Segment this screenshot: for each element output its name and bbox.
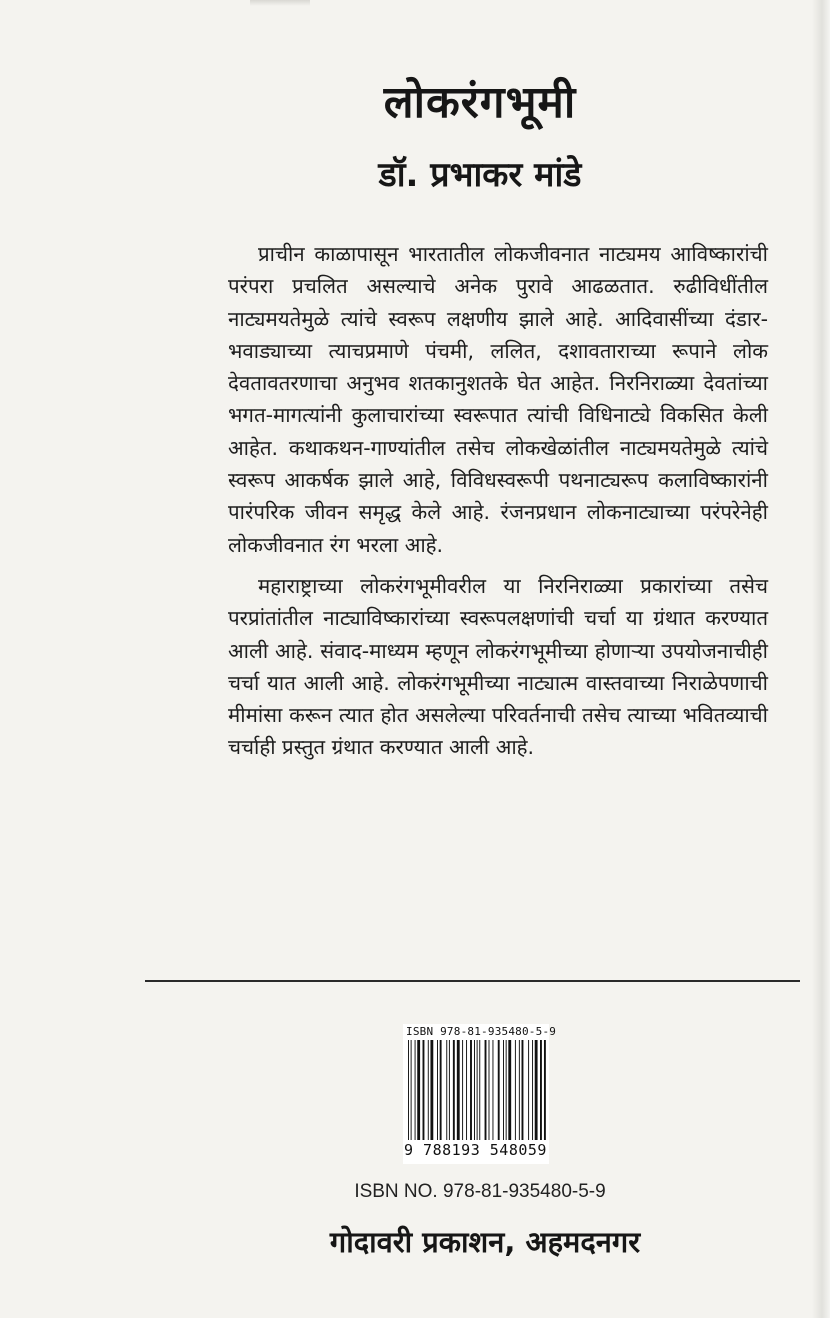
- barcode-bar: [430, 1040, 433, 1140]
- barcode-bar: [474, 1040, 475, 1140]
- barcode-bar: [428, 1040, 429, 1140]
- barcode-bar: [437, 1040, 438, 1140]
- barcode-bar: [522, 1040, 524, 1140]
- barcode-bar: [544, 1040, 546, 1140]
- barcode-bar: [535, 1040, 538, 1140]
- barcode-bar: [532, 1040, 533, 1140]
- barcode-bar: [449, 1040, 450, 1140]
- barcode-bar: [457, 1040, 460, 1140]
- barcode-bar: [417, 1040, 420, 1140]
- barcode-bar: [506, 1040, 507, 1140]
- barcode-bar: [411, 1040, 412, 1140]
- divider-rule: [145, 980, 800, 982]
- publisher-name: गोदावरी प्रकाशन, अहमदनगर: [329, 1225, 641, 1259]
- barcode-bar: [440, 1040, 442, 1140]
- barcode-bar: [508, 1040, 511, 1140]
- barcode-bar: [498, 1040, 500, 1140]
- barcode-bar: [462, 1040, 463, 1140]
- barcode-bar: [528, 1040, 529, 1140]
- barcode-bar: [470, 1040, 472, 1140]
- book-author: डॉ. प्रभाकर मांडे: [378, 155, 582, 195]
- book-title: लोकरंगभूमी: [383, 77, 577, 128]
- barcode-bar: [453, 1040, 455, 1140]
- barcode-digits: 9 788193 548059: [404, 1141, 547, 1159]
- blurb-paragraph: महाराष्ट्राच्या लोकरंगभूमीवरील या निरनिराळ्या प्रकारांच्या तसेच परप्रांतांतील नाट्याविष्कारांच्या स्वरूपलक्षणांची चर्चा या ग्रंथात करण्यात आली आहे. संवाद-माध्यम म्हणून लोकरंगभूमीच्या होणाऱ्या उपयोजनाचीही चर्चा यात आली आहे. लोकरंगभूमीच्या नाट्यात्म वास्तवाच्या निराळेपणाची मीमांसा करून त्यात होत असलेल्या परिवर्तनाची तसेच त्याच्या भवितव्याची चर्चाही प्रस्तुत ग्रंथात करण्यात आली आहे.: [228, 573, 768, 760]
- barcode-bar: [479, 1040, 480, 1140]
- barcode-bar: [415, 1040, 416, 1140]
- barcode-bar: [540, 1040, 542, 1140]
- barcode-bar: [477, 1040, 478, 1140]
- barcode-bar: [503, 1040, 504, 1140]
- blurb: [228, 238, 768, 764]
- barcode-bar: [485, 1040, 487, 1140]
- barcode-bar: [408, 1040, 409, 1140]
- barcode-icon: [406, 1040, 546, 1140]
- barcode-bar: [492, 1040, 493, 1140]
- scan-shadow: [250, 0, 310, 6]
- blurb-paragraph: प्राचीन काळापासून भारतातील लोकजीवनात नाट्यमय आविष्कारांची परंपरा प्रचलित असल्याचे अनेक पुरावे आढळतात. रुढीविधींतील नाट्यमयतेमुळे त्यांचे स्वरूप लक्षणीय झाले आहे. आदिवासींच्या दंडार-भवाड्याच्या त्याचप्रमाणे पंचमी, ललित, दशावताराच्या रूपाने लोक देवतावतरणाचा अनुभव शतकानुशतके घेत आहेत. निरनिराळ्या देवतांच्या भगत-मागत्यांनी कुलाचारांच्या स्वरूपात त्यांची विधिनाट्ये विकसित केली आहेत. कथाकथन-गाण्यांतील तसेच लोकखेळांतील नाट्यमयतेमुळे त्यांचे स्वरूप आकर्षक झाले आहे, विविधस्वरूपी पथनाट्यरूप कलाविष्कारांनी पारंपरिक जीवन समृद्ध केले आहे. रंजनप्रधान लोकनाट्याच्या परंपरेनेही लोकजीवनात रंग भरला आहे.: [228, 242, 768, 557]
- barcode-bar: [515, 1040, 516, 1140]
- barcode-bar: [423, 1040, 425, 1140]
- barcode-bar: [466, 1040, 467, 1140]
- barcode-isbn-header: ISBN 978-81-935480-5-9: [406, 1025, 557, 1038]
- barcode-bar: [519, 1040, 520, 1140]
- barcode-bar: [489, 1040, 490, 1140]
- barcode-bar: [446, 1040, 447, 1140]
- isbn-number: ISBN NO. 978-81-935480-5-9: [354, 1181, 606, 1202]
